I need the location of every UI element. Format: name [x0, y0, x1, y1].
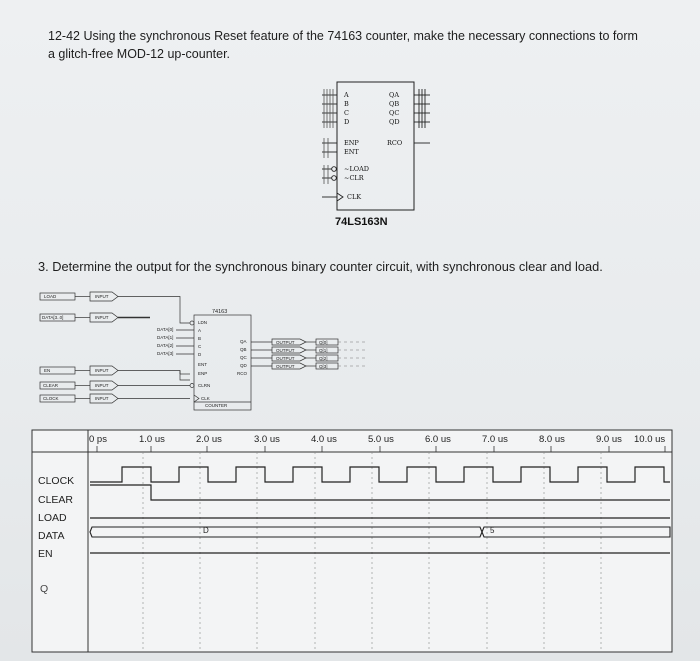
load-input-label: LOAD: [44, 294, 57, 299]
data-value-d: D: [203, 526, 209, 535]
out-bit-0: Q[0]: [319, 340, 328, 345]
chip2-pin-qd: QD: [240, 363, 247, 368]
chip2-pin-d: D: [198, 352, 202, 357]
waveform-frame: [32, 430, 672, 652]
tick-1: 1.0 us: [139, 434, 165, 445]
out-bit-1: Q[1]: [319, 348, 328, 353]
tick-3: 3.0 us: [254, 434, 280, 445]
chip2-footer: COUNTER: [205, 403, 228, 408]
chip2-title: 74163: [212, 309, 228, 315]
chip2-pin-c: C: [198, 344, 202, 349]
signal-data: DATA: [38, 530, 65, 542]
chip1-pin-c: C: [344, 109, 349, 117]
chip2-pin-enp: ENP: [198, 371, 208, 376]
tick-6: 6.0 us: [425, 434, 451, 445]
chip2-pin-ldn: LDN: [198, 320, 208, 325]
chip1-pin-enp: ENP: [344, 139, 359, 147]
tick-10: 10.0 us: [634, 434, 666, 445]
chip1-pin-ent: ENT: [344, 148, 359, 156]
out-buffer-label-3: OUTPUT: [276, 364, 295, 369]
chip1-pin-d: D: [344, 118, 350, 126]
signal-en: EN: [38, 548, 53, 560]
tick-0: 0 ps: [89, 434, 107, 445]
data-bit-2: DATA[2]: [157, 343, 174, 348]
chip1-pin-qb: QB: [389, 100, 400, 108]
chip2-pin-qa: QA: [240, 339, 247, 344]
clock-input-label: CLOCK: [43, 396, 59, 401]
en-input-label: EN: [44, 368, 51, 373]
chip1-pin-qd: QD: [389, 118, 400, 126]
tick-7: 7.0 us: [482, 434, 508, 445]
en-buffer-label: INPUT: [95, 368, 109, 373]
out-bit-2: Q[2]: [319, 356, 328, 361]
clear-input-label: CLEAR: [43, 383, 59, 388]
chip1-pin-qc: QC: [389, 109, 400, 117]
chip1-pin-clk: CLK: [347, 193, 362, 201]
chip2-pin-qb: QB: [240, 347, 247, 352]
out-buffer-label-2: OUTPUT: [276, 356, 295, 361]
chip1-pin-clr: ~CLR: [344, 174, 364, 182]
chip2-pin-rco: RCO: [237, 371, 247, 376]
chip2-pin-a: A: [198, 328, 202, 333]
load-buffer-label: INPUT: [95, 294, 109, 299]
signal-clear: CLEAR: [38, 494, 74, 506]
signal-clock: CLOCK: [38, 475, 75, 487]
tick-5: 5.0 us: [368, 434, 394, 445]
chip1-pin-load: ~LOAD: [344, 165, 369, 173]
data-buffer-label: INPUT: [95, 315, 109, 320]
tick-8: 8.0 us: [539, 434, 565, 445]
out-buffer-label-0: OUTPUT: [276, 340, 295, 345]
chip2-pin-b: B: [198, 336, 202, 341]
clock-buffer-label: INPUT: [95, 396, 109, 401]
chip2-pin-clk: CLK: [201, 396, 210, 401]
question-12-42: 12-42 Using the synchronous Reset feature of the 74163 counter, make the necessary connections to form a glitch-free MOD-12 up-counter.: [48, 29, 638, 61]
question-3: 3. Determine the output for the synchronous binary counter circuit, with synchronous clear and load.: [38, 259, 603, 274]
tick-4: 4.0 us: [311, 434, 337, 445]
signal-load: LOAD: [38, 512, 67, 524]
data-bit-0: DATA[0]: [157, 327, 174, 332]
out-bit-3: Q[3]: [319, 364, 328, 369]
tick-2: 2.0 us: [196, 434, 222, 445]
chip1-pin-a: A: [344, 91, 349, 99]
chip2-pin-clrn: CLRN: [198, 383, 211, 388]
chip1-pin-b: B: [344, 100, 349, 108]
clear-buffer-label: INPUT: [95, 383, 109, 388]
tick-9: 9.0 us: [596, 434, 622, 445]
chip1-pin-rco: RCO: [387, 139, 403, 147]
signal-q: Q: [40, 583, 49, 595]
data-bit-1: DATA[1]: [157, 335, 174, 340]
data-value-5: 5: [490, 526, 495, 535]
chip2-pin-qc: QC: [240, 355, 247, 360]
data-bit-3: DATA[3]: [157, 351, 174, 356]
chip2-pin-ent: ENT: [198, 362, 207, 367]
chip1-pin-qa: QA: [389, 91, 400, 99]
out-buffer-label-1: OUTPUT: [276, 348, 295, 353]
chip1-part-number: 74LS163N: [335, 216, 388, 228]
data-input-label: DATA[3..0]: [42, 315, 64, 320]
